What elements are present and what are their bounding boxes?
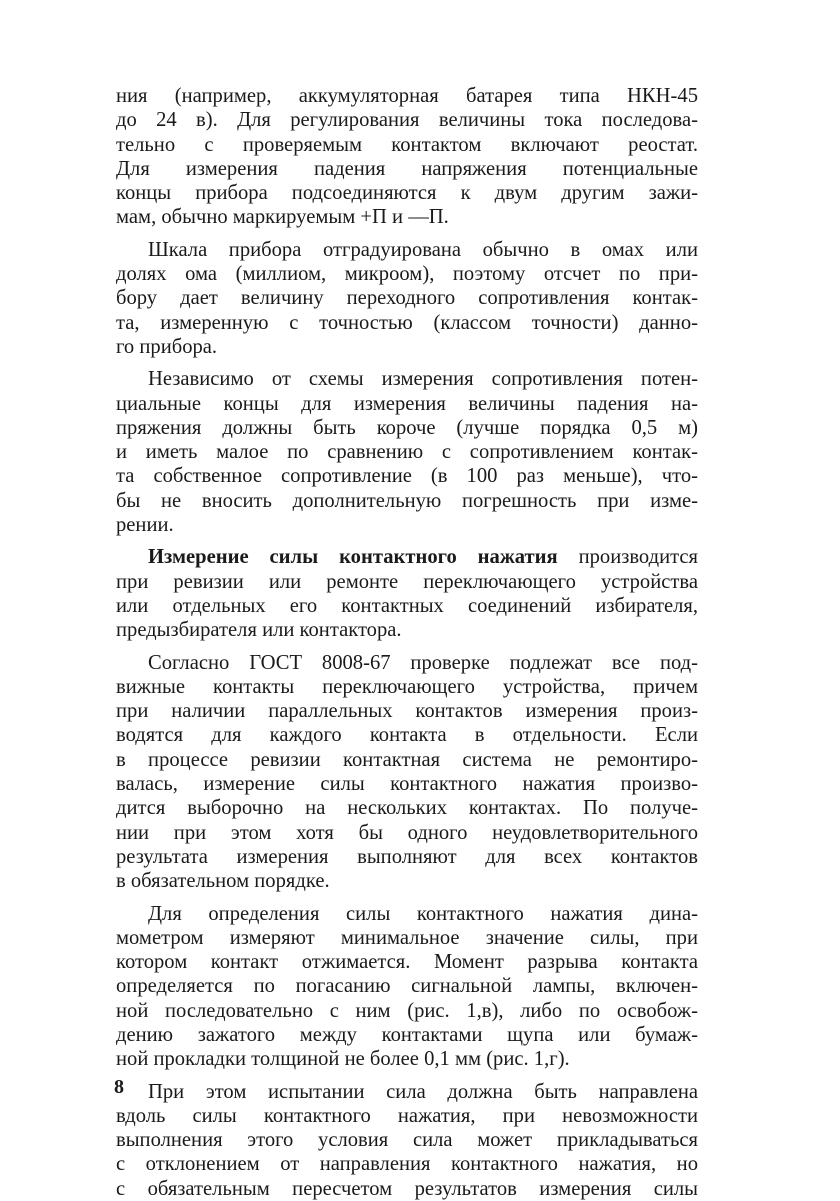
text-line: дится выборочно на нескольких контактах. По получе- xyxy=(116,797,698,820)
text-line: та, измеренную с точностью (классом точности) данно- xyxy=(116,311,698,334)
text-line: долях ома (миллиом, микроом), поэтому отсчет по при- xyxy=(116,263,698,286)
text-line: тельно с проверяемым контактом включают реостат. xyxy=(116,133,698,156)
text-line: в обязательном порядке. xyxy=(116,870,330,893)
text-line: выполнения этого условия сила может прикладываться xyxy=(116,1129,698,1152)
text-line: дению зажатого между контактами щупа или бумаж- xyxy=(116,1023,698,1046)
text-line: ной последовательно с ним (рис. 1,в), либо по освобож- xyxy=(116,999,698,1022)
text-line: нии при этом хотя бы одного неудовлетворительного xyxy=(116,821,698,844)
text-line: или отдельных его контактных соединений избирателя, xyxy=(116,594,698,617)
text-line: Шкала прибора отградуирована обычно в омах или xyxy=(148,238,698,261)
text-line: мометром измеряют минимальное значение силы, при xyxy=(116,926,698,949)
text-line: циальные концы для измерения величины падения на- xyxy=(116,392,698,415)
text-line: Для измерения падения напряжения потенциальные xyxy=(116,157,698,180)
text-line: в процессе ревизии контактная система не ремонтиро- xyxy=(116,748,698,771)
text-line: го прибора. xyxy=(116,335,218,358)
text-line: котором контакт отжимается. Момент разрыва контакта xyxy=(116,951,698,974)
text-line: с отклонением от направления контактного нажатия, но xyxy=(116,1153,698,1176)
text-line: бы не вносить дополнительную погрешность при изме- xyxy=(116,489,698,512)
text-line: предызбирателя или контактора. xyxy=(116,619,402,642)
text-line: водятся для каждого контакта в отдельности. Если xyxy=(116,724,698,747)
body-text xyxy=(116,84,698,1201)
text-line: до 24 в). Для регулирования величины тока последова- xyxy=(116,109,698,132)
page-number: 8 xyxy=(114,1076,124,1098)
text-line: при наличии параллельных контактов измерения произ- xyxy=(116,700,698,723)
text-line: ния (например, аккумуляторная батарея типа НКН-45 xyxy=(116,85,698,107)
text-line: с обязательным пересчетом результатов измерения силы xyxy=(116,1177,698,1200)
text-line xyxy=(116,545,698,569)
text-line: та собственное сопротивление (в 100 раз меньше), что- xyxy=(116,465,698,488)
text-line: при ревизии или ремонте переключающего устройства xyxy=(116,570,698,593)
text-line: валась, измерение силы контактного нажатия произво- xyxy=(116,773,698,796)
text-line: Независимо от схемы измерения сопротивления потен- xyxy=(148,368,698,391)
section-heading-inline: Измерение силы контактного нажатия xyxy=(148,546,558,569)
text-line: концы прибора подсоединяются к двум другим зажи- xyxy=(116,182,698,205)
text-line: результата измерения выполняют для всех контактов xyxy=(116,845,698,868)
text-line: бору дает величину переходного сопротивления контак- xyxy=(116,287,698,310)
text-line: При этом испытании сила должна быть направлена xyxy=(148,1080,698,1103)
text-line: определяется по погасанию сигнальной лампы, включен- xyxy=(116,975,698,998)
text-line: Согласно ГОСТ 8008-67 проверке подлежат все под- xyxy=(148,651,698,674)
text-line: ной прокладки толщиной не более 0,1 мм (рис. 1,г). xyxy=(116,1048,570,1071)
text-line: вдоль силы контактного нажатия, при невозможности xyxy=(116,1104,698,1127)
text-line: рении. xyxy=(116,514,174,537)
text-line: и иметь малое по сравнению с сопротивлением контак- xyxy=(116,441,698,464)
text-line: вижные контакты переключающего устройства, причем xyxy=(116,675,698,698)
text-fragment: производится xyxy=(557,546,698,569)
text-line: Для определения силы контактного нажатия дина- xyxy=(148,902,698,925)
text-line: мам, обычно маркируемым +П и —П. xyxy=(116,206,449,229)
text-line: пряжения должны быть короче (лучше порядка 0,5 м) xyxy=(116,416,698,439)
